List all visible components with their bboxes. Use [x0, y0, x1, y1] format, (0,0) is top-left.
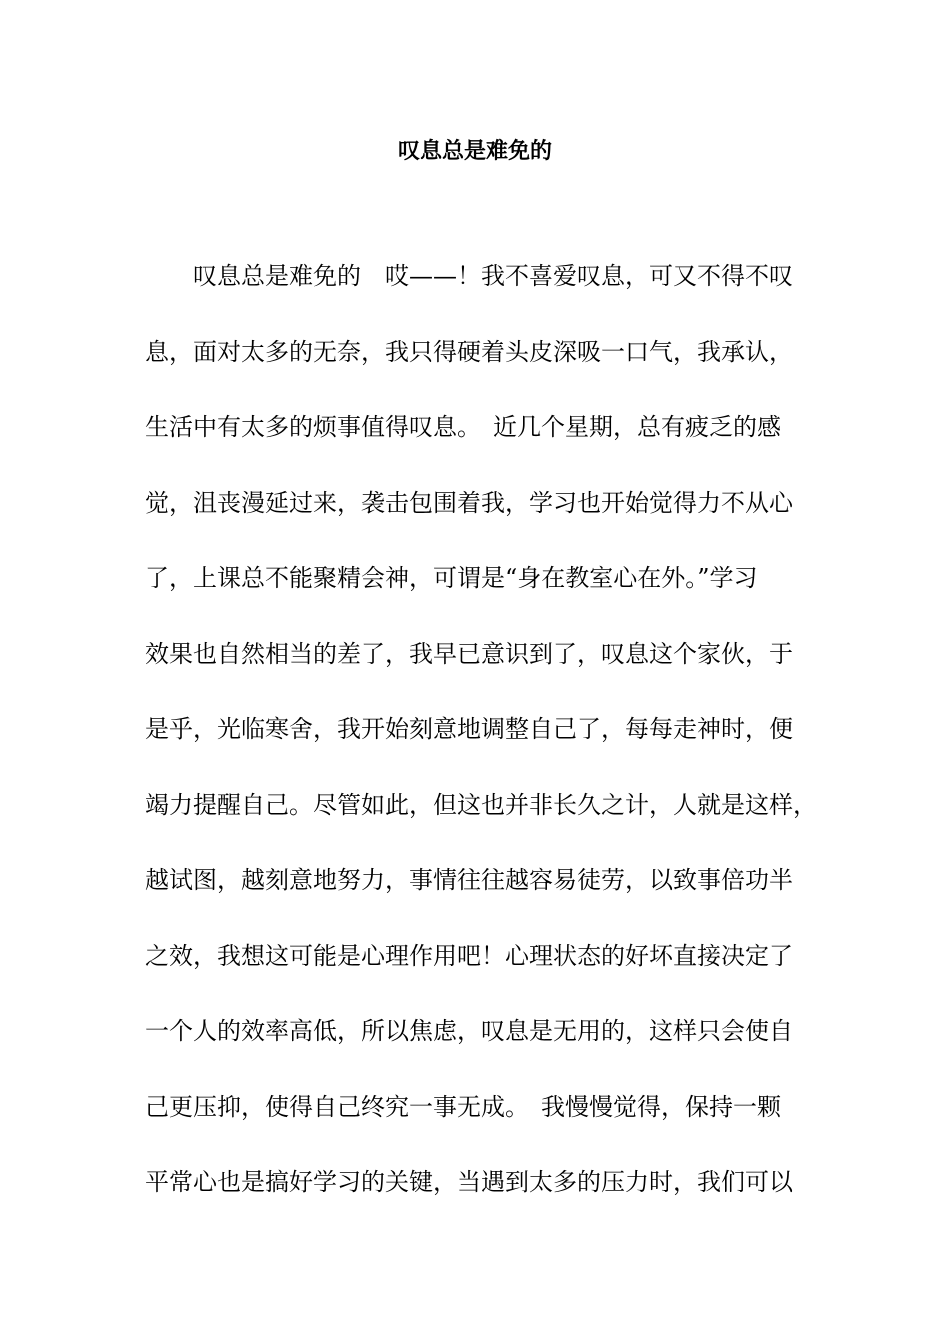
- body-line: 竭力提醒自己。尽管如此，但这也并非长久之计，人就是这样，: [145, 790, 817, 819]
- body-line: 了，上课总不能聚精会神，可谓是“身在教室心在外。”学习: [145, 564, 758, 592]
- body-line: 越试图，越刻意地努力，事情往往越容易徒劳，以致事倍功半: [145, 866, 793, 894]
- body-line: 叹息总是难免的 哎——！我不喜爱叹息，可又不得不叹: [145, 262, 793, 290]
- body-line: 平常心也是搞好学习的关键，当遇到太多的压力时，我们可以: [145, 1168, 793, 1196]
- body-line: 己更压抑，使得自己终究一事无成。 我慢慢觉得，保持一颗: [145, 1092, 781, 1121]
- body-line: 是乎，光临寒舍，我开始刻意地调整自己了，每每走神时，便: [145, 715, 793, 743]
- document-title: 叹息总是难免的: [397, 138, 552, 164]
- body-line: 一个人的效率高低，所以焦虑，叹息是无用的，这样只会使自: [145, 1017, 793, 1045]
- body-line: 觉，沮丧漫延过来，袭击包围着我，学习也开始觉得力不从心: [145, 488, 793, 517]
- body-line: 之效，我想这可能是心理作用吧！心理状态的好坏直接决定了: [145, 941, 793, 970]
- body-line: 息，面对太多的无奈，我只得硬着头皮深吸一口气，我承认，: [145, 337, 793, 366]
- body-line: 生活中有太多的烦事值得叹息。 近几个星期，总有疲乏的感: [145, 413, 781, 441]
- body-line: 效果也自然相当的差了，我早已意识到了，叹息这个家伙，于: [145, 639, 793, 668]
- document-body: [145, 258, 825, 1240]
